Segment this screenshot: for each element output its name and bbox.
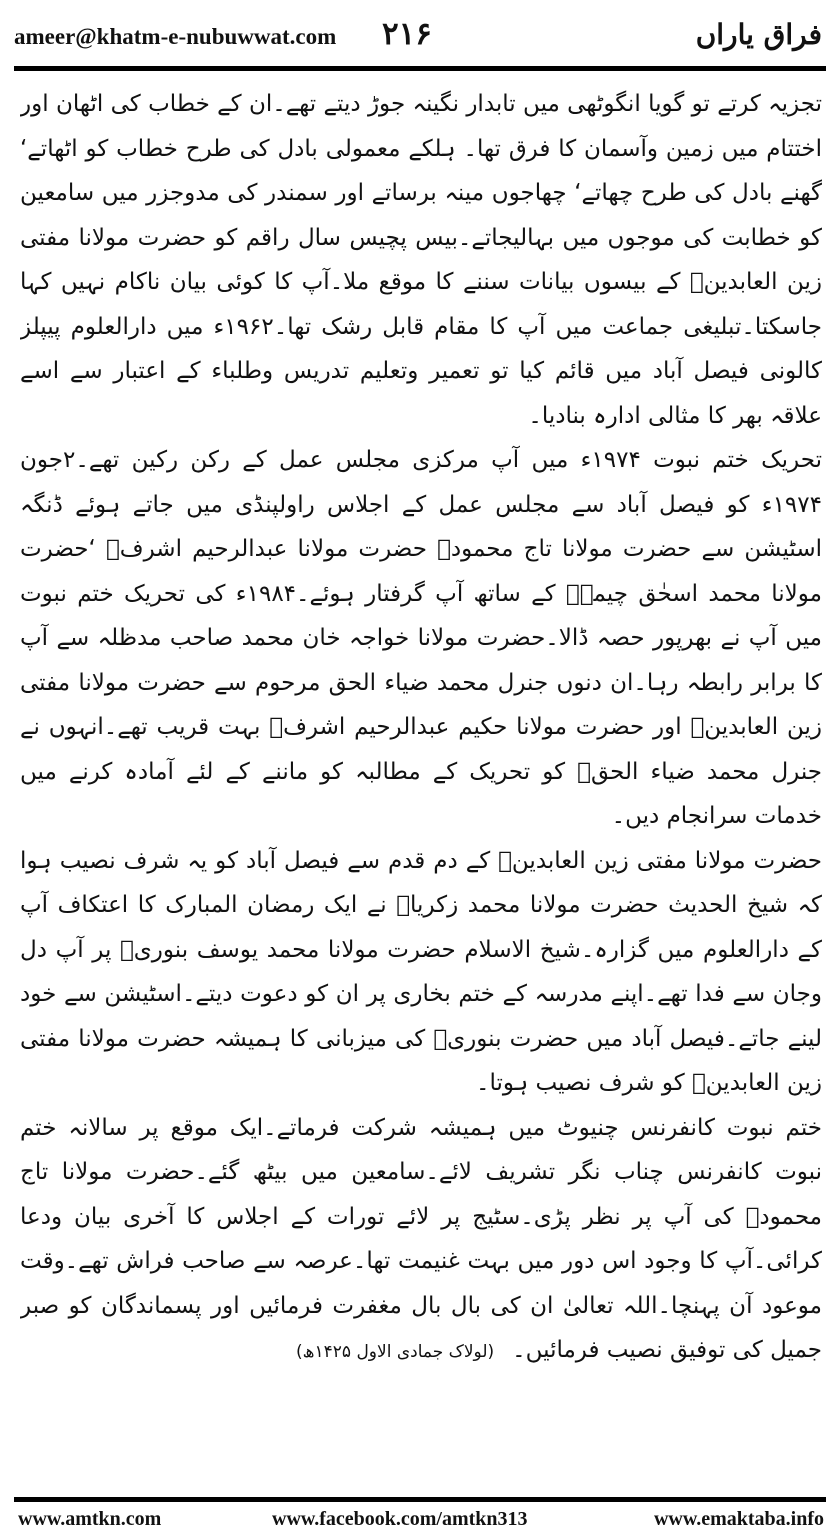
citation: (لولاک جمادی الاول ۱۴۲۵ھ) bbox=[296, 1342, 495, 1362]
footer-link-amtkn[interactable]: www.amtkn.com bbox=[18, 1508, 162, 1530]
footer-link-facebook[interactable]: www.facebook.com/amtkn313 bbox=[272, 1508, 528, 1530]
footer-link-emaktaba[interactable]: www.emaktaba.info bbox=[653, 1508, 824, 1530]
book-title: فراق یاراں bbox=[695, 18, 822, 51]
page-body bbox=[20, 82, 822, 1490]
page-number: ۲۱۶ bbox=[382, 16, 432, 52]
paragraph-4-text: ختم نبوت کانفرنس چنیوٹ میں ہمیشہ شرکت فرماتے۔ایک موقع پر سالانہ ختم نبوت کانفرنس چناب نگر تشریف لائے۔سامعین میں بیٹھ گئے۔حضرت مولانا تاج محمودؒ کی آپ پر نظر پڑی۔سٹیج پر لائے تورات کے اجلاس کا آخری بیان ودعا کرائی۔آپ کا وجود اس دور میں بہت غنیمت تھا۔عرصہ سے صاحب فراش تھے۔وقت موعود آن پہنچا۔اللہ تعالیٰ ان کی بال بال مغفرت فرمائیں اور پسماندگان کو صبر جمیل کی توفیق نصیب فرمائیں۔ bbox=[20, 1114, 822, 1363]
header-divider bbox=[14, 66, 826, 71]
header-email: ameer@khatm-e-nubuwwat.com bbox=[14, 24, 337, 49]
paragraph-3: حضرت مولانا مفتی زین العابدینؒ کے دم قدم سے فیصل آباد کو یہ شرف نصیب ہوا کہ شیخ الحدیث حضرت مولانا محمد زکریاؒ نے ایک رمضان المبارک کا اعتکاف آپ کے دارالعلوم میں گزارہ۔شیخ الاسلام حضرت مولانا محمد یوسف بنوریؒ پر آپ دل وجان سے فدا تھے۔اپنے مدرسہ کے ختم بخاری پر ان کو دعوت دیتے۔اسٹیشن سے خود لینے جاتے۔فیصل آباد میں حضرت بنوریؒ کی میزبانی کا ہمیشہ حضرت مولانا مفتی زین العابدینؒ کو شرف نصیب ہوتا۔ bbox=[20, 847, 822, 1096]
paragraph-2: تحریک ختم نبوت ۱۹۷۴ء میں آپ مرکزی مجلس عمل کے رکن رکین تھے۔۲جون ۱۹۷۴ء کو فیصل آباد سے مجلس عمل کے اجلاس راولپنڈی میں جاتے ہوئے ڈنگہ اسٹیشن سے حضرت مولانا تاج محمودؒ حضرت مولانا عبدالرحیم اشرفؒ ‘حضرت مولانا محمد اسحٰق چیمہؒ کے ساتھ آپ گرفتار ہوئے۔۱۹۸۴ء کی تحریک ختم نبوت میں آپ نے بھرپور حصہ ڈالا۔حضرت مولانا خواجہ خان محمد صاحب مدظلہ سے آپ کا برابر رابطہ رہا۔ان دنوں جنرل محمد ضیاء الحق مرحوم سے حضرت مولانا مفتی زین العابدینؒ اور حضرت مولانا حکیم عبدالرحیم اشرفؒ بہت قریب تھے۔انہوں نے جنرل محمد ضیاء الحقؒ کو تحریک کے مطالبہ کو ماننے کے لئے آمادہ کرنے میں خدمات سرانجام دیں۔ bbox=[20, 447, 822, 829]
paragraph-4 bbox=[20, 1106, 822, 1375]
footer-divider bbox=[14, 1497, 826, 1502]
page-header bbox=[14, 14, 826, 62]
page-footer bbox=[14, 1508, 826, 1534]
paragraph-1: تجزیہ کرتے تو گویا انگوٹھی میں تابدار نگینہ جوڑ دیتے تھے۔ان کے خطاب کی اٹھان اور اختتام میں زمین وآسمان کا فرق تھا۔ ہلکے معمولی بادل کی طرح خطاب کو اٹھاتے‘ گھنے بادل کی طرح چھاتے‘ چھاجوں مینہ برساتے اور سمندر کی مدوجزر میں سامعین کو خطابت کی موجوں میں بہالیجاتے۔بیس پچیس سال راقم کو حضرت مولانا مفتی زین العابدینؒ کے بیسوں بیانات سننے کا موقع ملا۔آپ کا کوئی بیان ناکام نہیں کہا جاسکتا۔تبلیغی جماعت میں آپ کا مقام قابل رشک تھا۔۱۹۶۲ء میں دارالعلوم پیپلز کالونی فیصل آباد میں قائم کیا تو تعمیر وتعلیم تدریس وطلباء کے اعتبار سے اسے علاقہ بھر کا مثالی ادارہ بنادیا۔ bbox=[20, 91, 822, 429]
